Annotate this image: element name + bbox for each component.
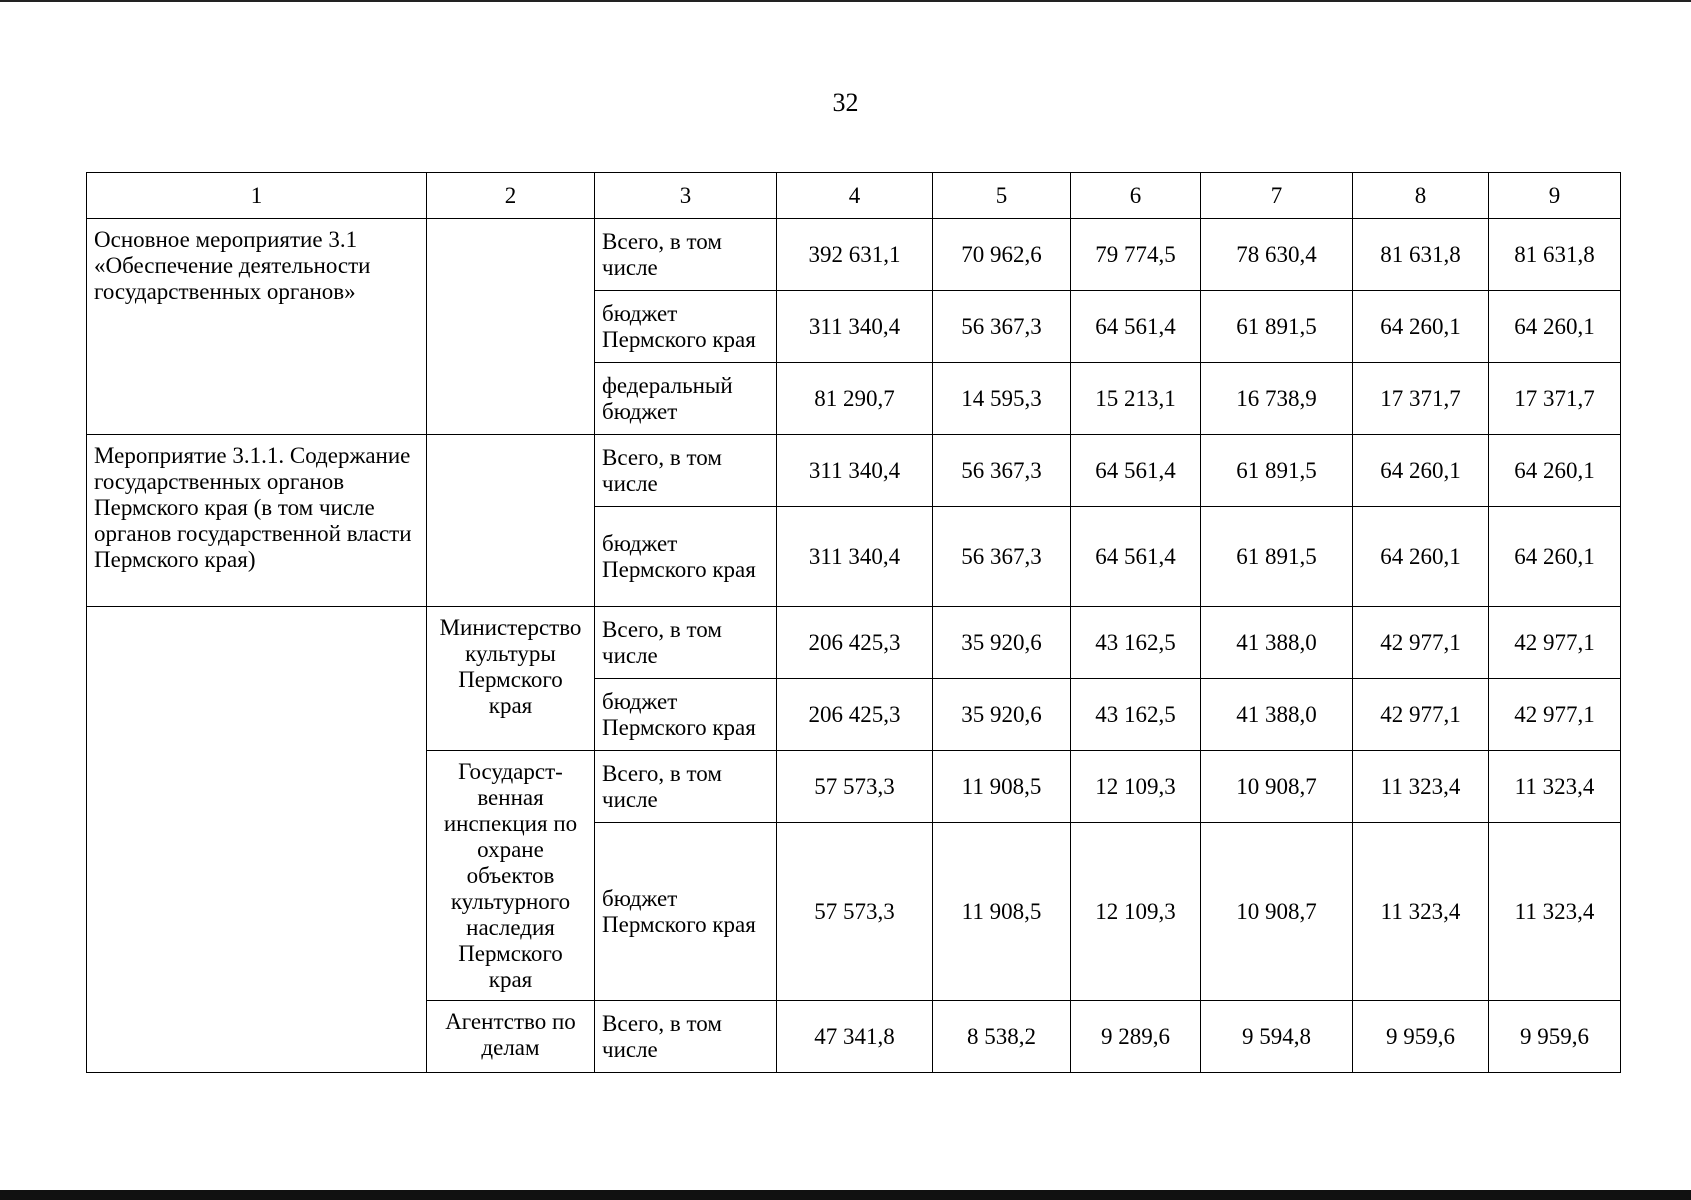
value-cell: 15 213,1 (1071, 363, 1201, 435)
event-name-cell: Основное мероприятие 3.1 «Обеспечение деятельности государственных органов» (87, 219, 427, 435)
value-cell: 61 891,5 (1201, 507, 1353, 607)
funding-source-cell: Всего, в том числе (595, 1001, 777, 1073)
event-name-cell (87, 607, 427, 1073)
funding-source-cell: бюджет Пермского края (595, 507, 777, 607)
value-cell: 10 908,7 (1201, 823, 1353, 1001)
funding-source-cell: федеральный бюджет (595, 363, 777, 435)
table-row (87, 435, 1621, 507)
funding-source-cell: Всего, в том числе (595, 751, 777, 823)
executor-cell (427, 219, 595, 435)
page-bottom-edge (0, 1190, 1691, 1200)
value-cell: 56 367,3 (933, 435, 1071, 507)
value-cell: 311 340,4 (777, 291, 933, 363)
value-cell: 35 920,6 (933, 607, 1071, 679)
value-cell: 56 367,3 (933, 507, 1071, 607)
value-cell: 12 109,3 (1071, 751, 1201, 823)
table-row (87, 607, 1621, 679)
value-cell: 17 371,7 (1353, 363, 1489, 435)
value-cell: 64 260,1 (1353, 291, 1489, 363)
value-cell: 206 425,3 (777, 679, 933, 751)
executor-cell: Агентство по делам (427, 1001, 595, 1073)
column-header: 5 (933, 173, 1071, 219)
value-cell: 42 977,1 (1353, 607, 1489, 679)
value-cell: 16 738,9 (1201, 363, 1353, 435)
funding-source-cell: бюджет Пермского края (595, 823, 777, 1001)
value-cell: 42 977,1 (1489, 679, 1621, 751)
column-header: 3 (595, 173, 777, 219)
value-cell: 11 323,4 (1353, 823, 1489, 1001)
value-cell: 64 260,1 (1489, 507, 1621, 607)
value-cell: 11 323,4 (1353, 751, 1489, 823)
value-cell: 47 341,8 (777, 1001, 933, 1073)
column-header: 1 (87, 173, 427, 219)
value-cell: 206 425,3 (777, 607, 933, 679)
value-cell: 9 959,6 (1353, 1001, 1489, 1073)
value-cell: 11 323,4 (1489, 823, 1621, 1001)
value-cell: 64 561,4 (1071, 291, 1201, 363)
funding-source-cell: Всего, в том числе (595, 219, 777, 291)
value-cell: 64 260,1 (1353, 435, 1489, 507)
value-cell: 64 561,4 (1071, 507, 1201, 607)
value-cell: 64 561,4 (1071, 435, 1201, 507)
value-cell: 70 962,6 (933, 219, 1071, 291)
value-cell: 64 260,1 (1489, 435, 1621, 507)
value-cell: 57 573,3 (777, 751, 933, 823)
funding-source-cell: Всего, в том числе (595, 607, 777, 679)
value-cell: 61 891,5 (1201, 291, 1353, 363)
value-cell: 11 908,5 (933, 751, 1071, 823)
value-cell: 42 977,1 (1353, 679, 1489, 751)
value-cell: 56 367,3 (933, 291, 1071, 363)
value-cell: 12 109,3 (1071, 823, 1201, 1001)
value-cell: 41 388,0 (1201, 679, 1353, 751)
value-cell: 35 920,6 (933, 679, 1071, 751)
value-cell: 311 340,4 (777, 435, 933, 507)
funding-source-cell: бюджет Пермского края (595, 679, 777, 751)
column-header: 8 (1353, 173, 1489, 219)
executor-cell: Министерство культуры Пермского края (427, 607, 595, 751)
value-cell: 78 630,4 (1201, 219, 1353, 291)
column-header: 9 (1489, 173, 1621, 219)
value-cell: 81 631,8 (1489, 219, 1621, 291)
executor-cell (427, 435, 595, 607)
column-header: 2 (427, 173, 595, 219)
value-cell: 43 162,5 (1071, 679, 1201, 751)
executor-cell: Государст-венная инспекция по охране объектов культурного наследия Пермского края (427, 751, 595, 1001)
header-row (87, 173, 1621, 219)
value-cell: 17 371,7 (1489, 363, 1621, 435)
page-top-edge (0, 0, 1691, 2)
column-header: 7 (1201, 173, 1353, 219)
value-cell: 79 774,5 (1071, 219, 1201, 291)
column-header: 4 (777, 173, 933, 219)
value-cell: 81 290,7 (777, 363, 933, 435)
value-cell: 81 631,8 (1353, 219, 1489, 291)
value-cell: 10 908,7 (1201, 751, 1353, 823)
value-cell: 43 162,5 (1071, 607, 1201, 679)
value-cell: 11 323,4 (1489, 751, 1621, 823)
table-row (87, 219, 1621, 291)
value-cell: 42 977,1 (1489, 607, 1621, 679)
value-cell: 64 260,1 (1489, 291, 1621, 363)
event-name-cell: Мероприятие 3.1.1. Содержание государственных органов Пермского края (в том числе органов государственной власти Пермского края) (87, 435, 427, 607)
value-cell: 64 260,1 (1353, 507, 1489, 607)
value-cell: 392 631,1 (777, 219, 933, 291)
funding-source-cell: бюджет Пермского края (595, 291, 777, 363)
value-cell: 9 959,6 (1489, 1001, 1621, 1073)
value-cell: 311 340,4 (777, 507, 933, 607)
value-cell: 57 573,3 (777, 823, 933, 1001)
value-cell: 8 538,2 (933, 1001, 1071, 1073)
page-number: 32 (832, 88, 859, 117)
value-cell: 14 595,3 (933, 363, 1071, 435)
value-cell: 61 891,5 (1201, 435, 1353, 507)
budget-table (86, 172, 1621, 1073)
value-cell: 9 594,8 (1201, 1001, 1353, 1073)
value-cell: 9 289,6 (1071, 1001, 1201, 1073)
column-header: 6 (1071, 173, 1201, 219)
value-cell: 11 908,5 (933, 823, 1071, 1001)
funding-source-cell: Всего, в том числе (595, 435, 777, 507)
value-cell: 41 388,0 (1201, 607, 1353, 679)
